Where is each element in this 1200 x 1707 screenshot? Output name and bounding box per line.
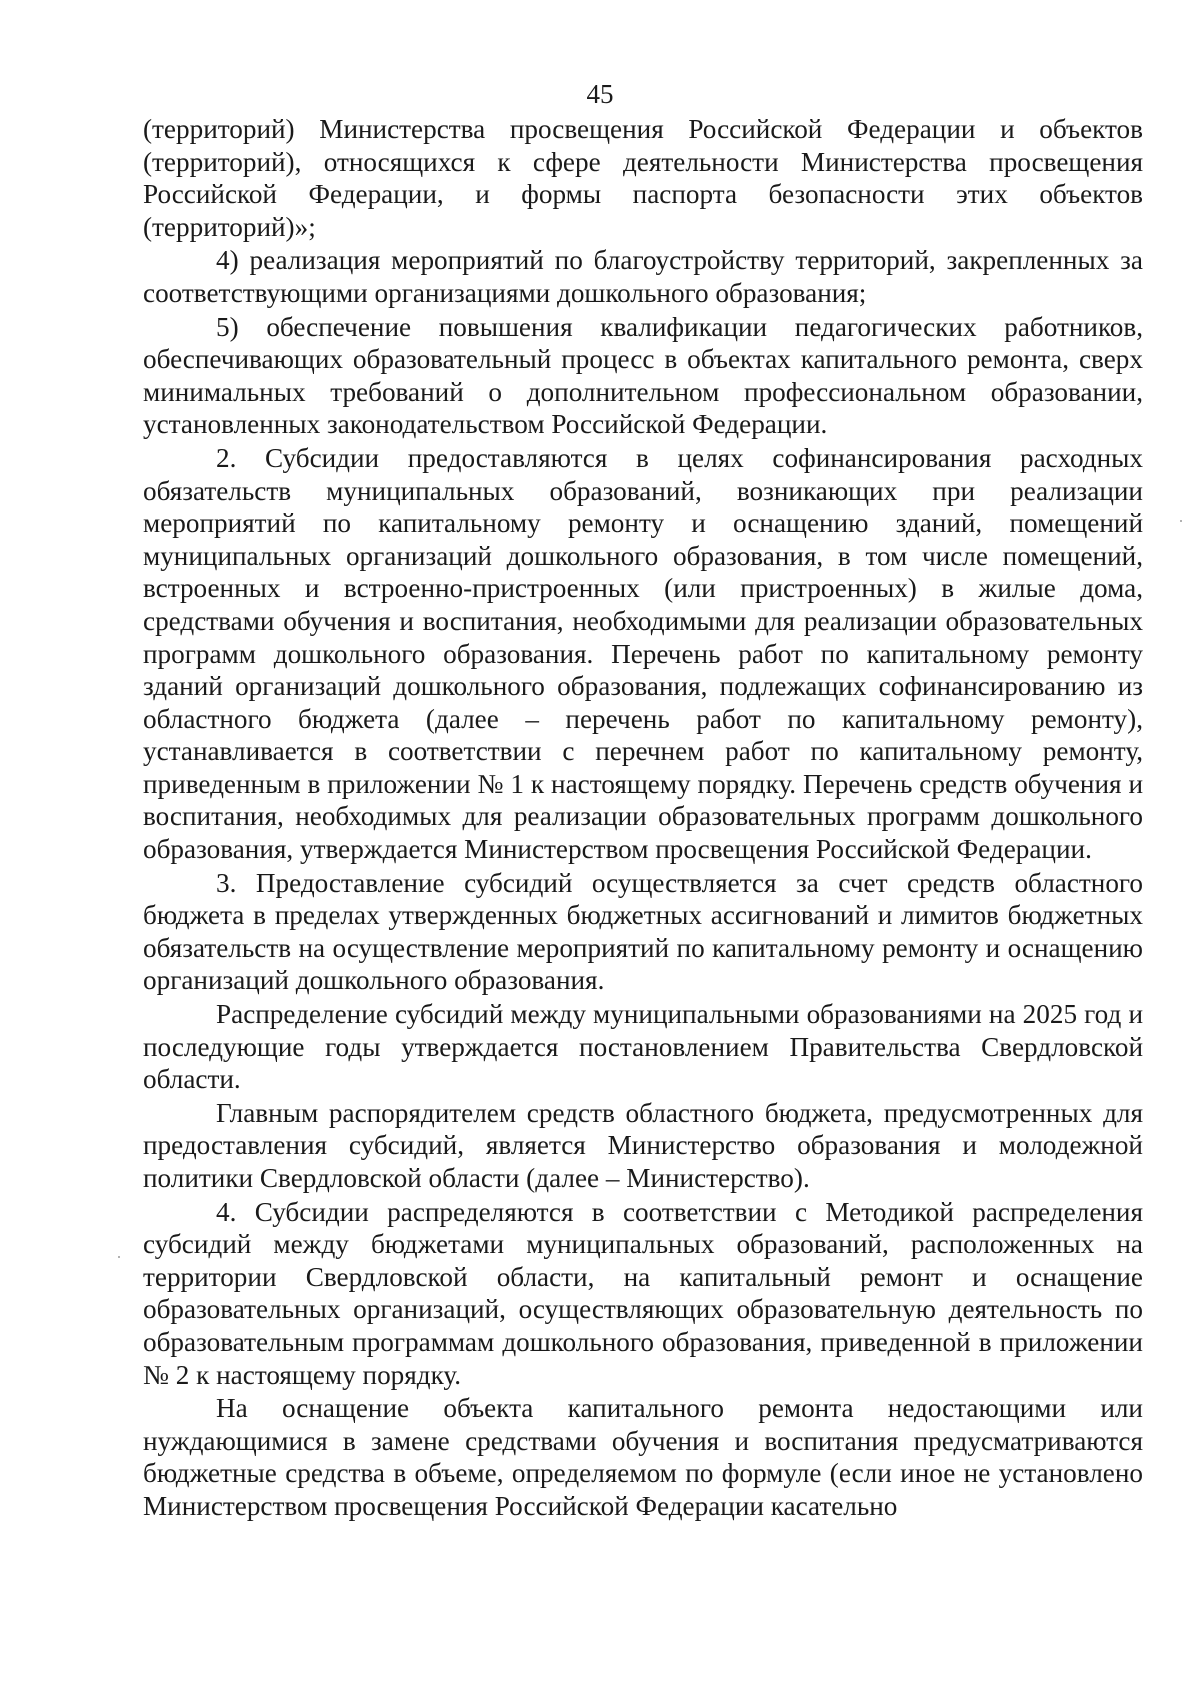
paragraph-item-4: 4) реализация мероприятий по благоустройству территорий, закрепленных за соответствующими организациями дошкольного образования; [143, 245, 1143, 308]
scan-speck [1180, 520, 1182, 522]
paragraph-item-5: 5) обеспечение повышения квалификации педагогических работников, обеспечивающих образовательный процесс в объектах капитального ремонта, сверх минимальных требований о дополнительном профессиональном образовании, установленных законодательством Российской Федерации. [143, 311, 1143, 440]
page-number: 45 [586, 79, 614, 109]
paragraph-equipment: На оснащение объекта капитального ремонта недостающими или нуждающимися в замене средствами обучения и воспитания предусматриваются бюджетные средства в объеме, определяемом по формуле (если иное не установлено Министерством просвещения Российской Федерации касательно [143, 1393, 1143, 1521]
paragraph-distribution: Распределение субсидий между муниципальными образованиями на 2025 год и последующие годы утверждается постановлением Правительства Свердловской области. [143, 999, 1143, 1095]
paragraph-continuation: (территорий) Министерства просвещения Российской Федерации и объектов (территорий), относящихся к сфере деятельности Министерства просвещения Российской Федерации, и формы паспорта безопасности этих объектов (территорий)»; [143, 114, 1143, 242]
paragraph-section-4: 4. Субсидии распределяются в соответствии с Методикой распределения субсидий между бюджетами муниципальных образований, расположенных на территории Свердловской области, на капитальный ремонт и оснащение образовательных организаций, осуществляющих образовательную деятельность по образовательным программам дошкольного образования, приведенной в приложении № 2 к настоящему порядку. [143, 1196, 1143, 1390]
paragraph-section-2: 2. Субсидии предоставляются в целях софинансирования расходных обязательств муниципальных образований, возникающих при реализации мероприятий по капитальному ремонту и оснащению зданий, помещений муниципальных организаций дошкольного образования, в том числе помещений, встроенных и встроенно-пристроенных (или пристроенных) в жилые дома, средствами обучения и воспитания, необходимыми для реализации образовательных программ дошкольного образования. Перечень работ по капитальному ремонту зданий организаций дошкольного образования, подлежащих софинансированию из областного бюджета (далее – перечень работ по капитальному ремонту), устанавливается в соответствии с перечнем работ по капитальному ремонту, приведенным в приложении № 1 к настоящему порядку. Перечень средств обучения и воспитания, необходимых для реализации образовательных программ дошкольного образования, утверждается Министерством просвещения Российской Федерации. [143, 442, 1143, 865]
paragraph-section-3: 3. Предоставление субсидий осуществляется за счет средств областного бюджета в пределах утвержденных бюджетных ассигнований и лимитов бюджетных обязательств на осуществление мероприятий по капитальному ремонту и оснащению организаций дошкольного образования. [143, 867, 1143, 996]
scan-speck [118, 1256, 120, 1258]
paragraph-chief-administrator: Главным распорядителем средств областного бюджета, предусмотренных для предоставления субсидий, является Министерство образования и молодежной политики Свердловской области (далее – Министерство). [143, 1097, 1143, 1193]
document-body [143, 113, 1143, 1523]
